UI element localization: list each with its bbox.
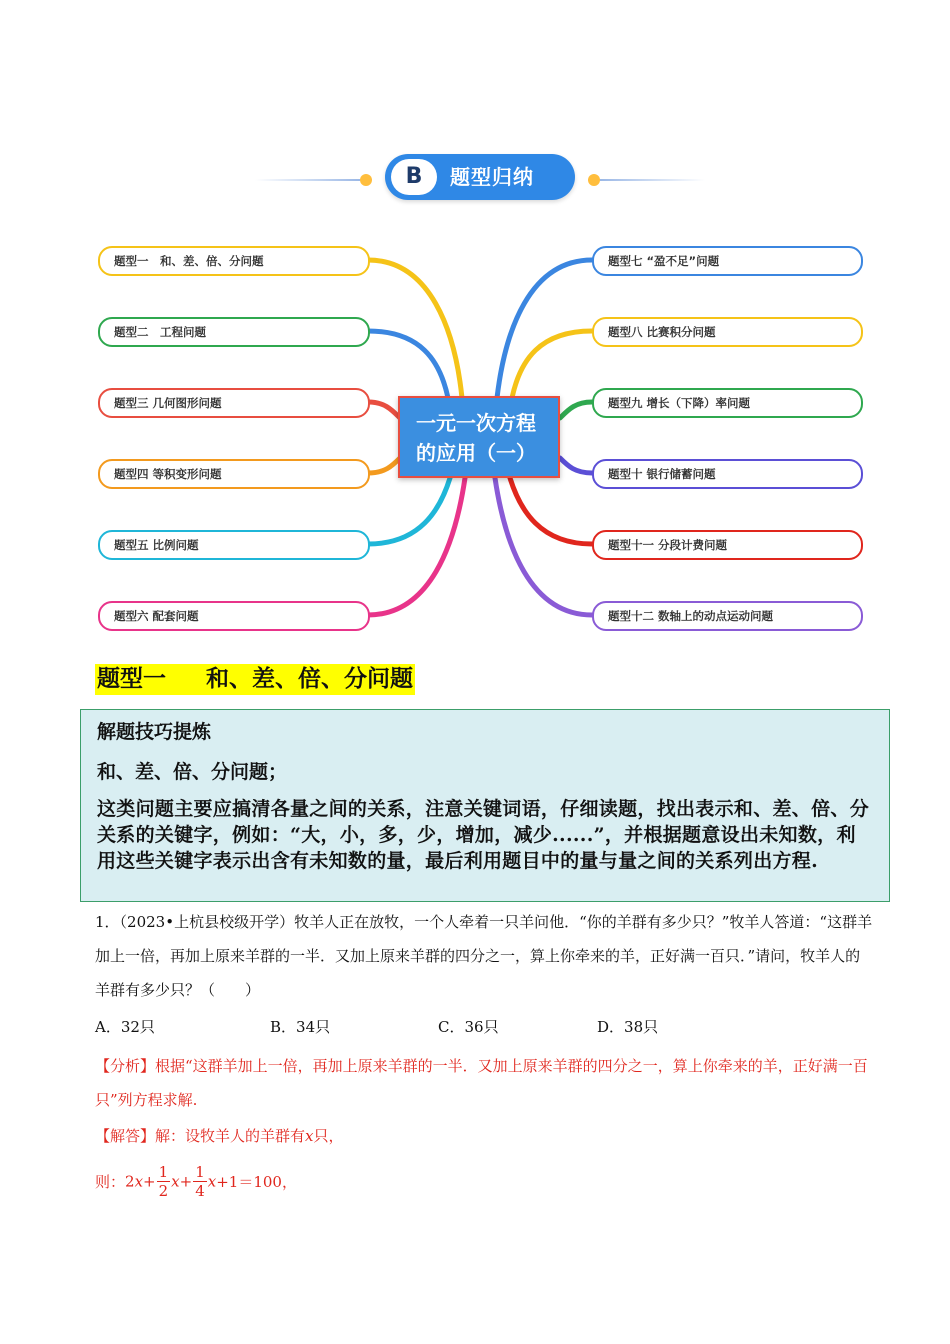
connector-9 [560,402,592,418]
connector-5 [368,478,450,544]
header-badge-letter: B [391,159,437,195]
frac2-den: 4 [195,1182,205,1200]
connector-3 [368,402,400,418]
fraction-quarter [193,1163,207,1200]
mindmap-node-type-11[interactable]: 题型十一 分段计费问题 [592,530,863,560]
problem-number: 1． [95,913,120,931]
analysis [95,1049,875,1117]
eq-prefix: 则： [95,1173,126,1191]
mindmap-node-type-2[interactable]: 题型二 工程问题 [98,317,370,347]
problem-body: 牧羊人正在放牧，一个人牵着一只羊问他．“你的羊群有多少只？”牧羊人答道：“这群羊加上一倍，再加上原来羊群的一半．又加上原来羊群的四分之一，算上你牵来的羊，正好满一百只．”请问，牧羊人的羊群有多少只？（ ） [95,913,873,999]
connector-4 [368,458,400,473]
connector-2 [368,331,448,398]
mindmap-node-type-10[interactable]: 题型十 银行储蓄问题 [592,459,863,489]
answer [95,1121,344,1151]
mindmap-node-type-12[interactable]: 题型十二 数轴上的动点运动问题 [592,601,863,631]
eq-var-3: x [207,1172,217,1191]
problem-source: （2023•上杭县校级开学） [119,913,295,931]
analysis-text: 根据“这群羊加上一倍，再加上原来羊群的一半．又加上原来羊群的四分之一，算上你牵来的羊，正好满一百只”列方程求解. [95,1057,868,1109]
section-title: 题型一 和、差、倍、分问题 [95,664,415,695]
answer-var: x [305,1127,314,1145]
option-d[interactable]: D．38只 [597,1018,659,1036]
mindmap-node-type-8[interactable]: 题型八 比赛积分问题 [592,317,863,347]
mindmap-center-line1: 一元一次方程 [416,411,536,435]
eq-plus-2: + [179,1172,193,1191]
mindmap-node-type-1[interactable]: 题型一 和、差、倍、分问题 [98,246,370,276]
answer-text-after: 只， [313,1127,344,1145]
answer-text-before: 解：设牧羊人的羊群有 [155,1127,306,1145]
mindmap-node-type-3[interactable]: 题型三 几何图形问题 [98,388,370,418]
eq-var-1: x [134,1172,144,1191]
connector-11 [510,478,592,544]
connector-7 [497,260,592,398]
analysis-tag: 【分析】 [95,1057,156,1075]
equation [95,1163,297,1211]
mindmap-node-type-5[interactable]: 题型五 比例问题 [98,530,370,560]
tips-heading: 解题技巧提炼 [97,721,212,743]
option-c[interactable]: C．36只 [438,1018,499,1036]
mindmap-center [398,396,560,478]
connector-1 [368,260,462,398]
eq-coef: 2 [125,1172,135,1191]
tips-subheading: 和、差、倍、分问题； [97,761,288,783]
frac1-den: 2 [158,1182,169,1200]
eq-var-2: x [171,1172,180,1191]
option-a[interactable]: A．32只 [95,1018,155,1036]
connector-6 [368,478,465,615]
connector-10 [560,458,592,473]
frac2-num: 1 [195,1163,205,1181]
mindmap-center-line2: 的应用（一） [416,441,536,465]
connector-12 [495,478,592,615]
connector-8 [512,331,592,398]
eq-tail: +1＝100， [216,1173,297,1191]
problem-text [95,905,875,1007]
answer-tag: 【解答】 [95,1127,156,1145]
fraction-half [157,1163,171,1200]
mindmap-node-type-4[interactable]: 题型四 等积变形问题 [98,459,370,489]
mindmap-node-type-9[interactable]: 题型九 增长（下降）率问题 [592,388,863,418]
mindmap-node-type-7[interactable]: 题型七 “盈不足”问题 [592,246,863,276]
frac1-num: 1 [158,1163,169,1181]
tips-body: 这类问题主要应搞清各量之间的关系，注意关键词语，仔细读题，找出表示和、差、倍、分关系的关键字，例如：“大，小，多，少，增加，减少......”，并根据题意设出未知数，利用这些关键字表示出含有未知数的量，最后利用题目中的量与量之间的关系列出方程. [97,798,870,872]
header-title: 题型归纳 [450,165,534,189]
eq-plus-1: + [143,1172,156,1191]
mindmap-node-type-6[interactable]: 题型六 配套问题 [98,601,370,631]
tips-box [80,709,890,902]
option-b[interactable]: B．34只 [270,1018,331,1036]
